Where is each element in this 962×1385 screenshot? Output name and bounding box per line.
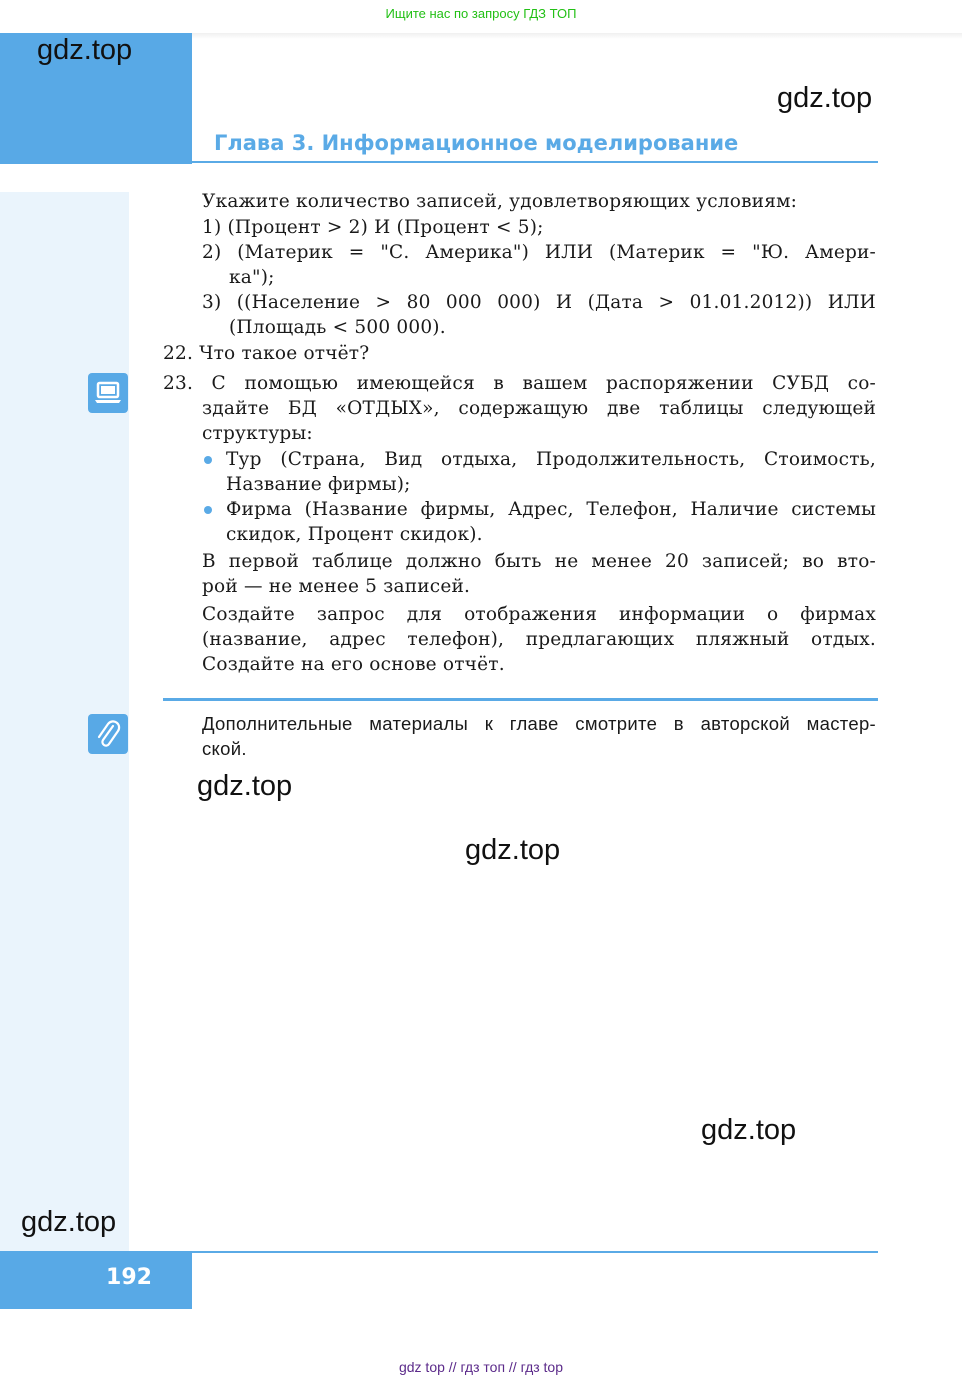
watermark: gdz.top (465, 834, 561, 866)
bullet-marker (204, 456, 212, 464)
text-line: здайте БД «ОТДЫХ», содержащую две таблицы следующей (202, 398, 876, 419)
watermark: gdz.top (21, 1206, 117, 1238)
watermark: gdz.top (777, 82, 873, 114)
page-number: 192 (106, 1265, 152, 1290)
text-line: Создайте запрос для отображения информации о фирмах (202, 604, 876, 625)
text-line: Создайте на его основе отчёт. (202, 654, 505, 675)
text-line: рой — не менее 5 записей. (202, 576, 471, 597)
list-item-continuation: Название фирмы); (226, 474, 411, 495)
text-line: В первой таблице должно быть не менее 20 записей; во вто- (202, 551, 876, 572)
text-line: 2) (Материк = "С. Америка") ИЛИ (Материк = "Ю. Амери- (202, 242, 876, 263)
header-shadow (192, 33, 962, 39)
question-23: 23. С помощью имеющейся в вашем распоряжении СУБД со- (163, 373, 876, 394)
text-line: ка"); (229, 267, 275, 288)
watermark: gdz.top (37, 34, 133, 66)
list-item-continuation: скидок, Процент скидок). (226, 524, 483, 545)
list-item: Тур (Страна, Вид отдыха, Продолжительность, Стоимость, (226, 449, 876, 470)
extra-materials-text: ской. (202, 738, 247, 759)
text-line: (Площадь < 500 000). (229, 317, 446, 338)
list-item: Фирма (Название фирмы, Адрес, Телефон, Наличие системы (226, 499, 876, 520)
watermark: gdz.top (701, 1114, 797, 1146)
text-line: структуры: (202, 423, 313, 444)
bullet-marker (204, 506, 212, 514)
watermark: gdz.top (197, 770, 293, 802)
footer-note: gdz top // гдз топ // гдз top (398, 1359, 564, 1375)
chapter-title: Глава 3. Информационное моделирование (214, 131, 739, 155)
text-line: 3) ((Население > 80 000 000) И (Дата > 01.01.2012)) ИЛИ (202, 292, 876, 313)
question-22: 22. Что такое отчёт? (163, 343, 370, 364)
section-rule (163, 698, 878, 701)
text-line: Укажите количество записей, удовлетворяющих условиям: (202, 191, 798, 212)
bottom-rule (192, 1251, 878, 1253)
chapter-rule (192, 161, 878, 163)
top-search-note: Ищите нас по запросу ГДЗ ТОП (385, 6, 577, 21)
extra-materials-text: Дополнительные материалы к главе смотрите в авторской мастер- (202, 713, 876, 734)
text-line: 1) (Процент > 2) И (Процент < 5); (202, 217, 544, 238)
paperclip-icon (88, 714, 128, 754)
text-line: (название, адрес телефон), предлагающих пляжный отдых. (202, 629, 876, 650)
computer-icon (88, 373, 128, 413)
